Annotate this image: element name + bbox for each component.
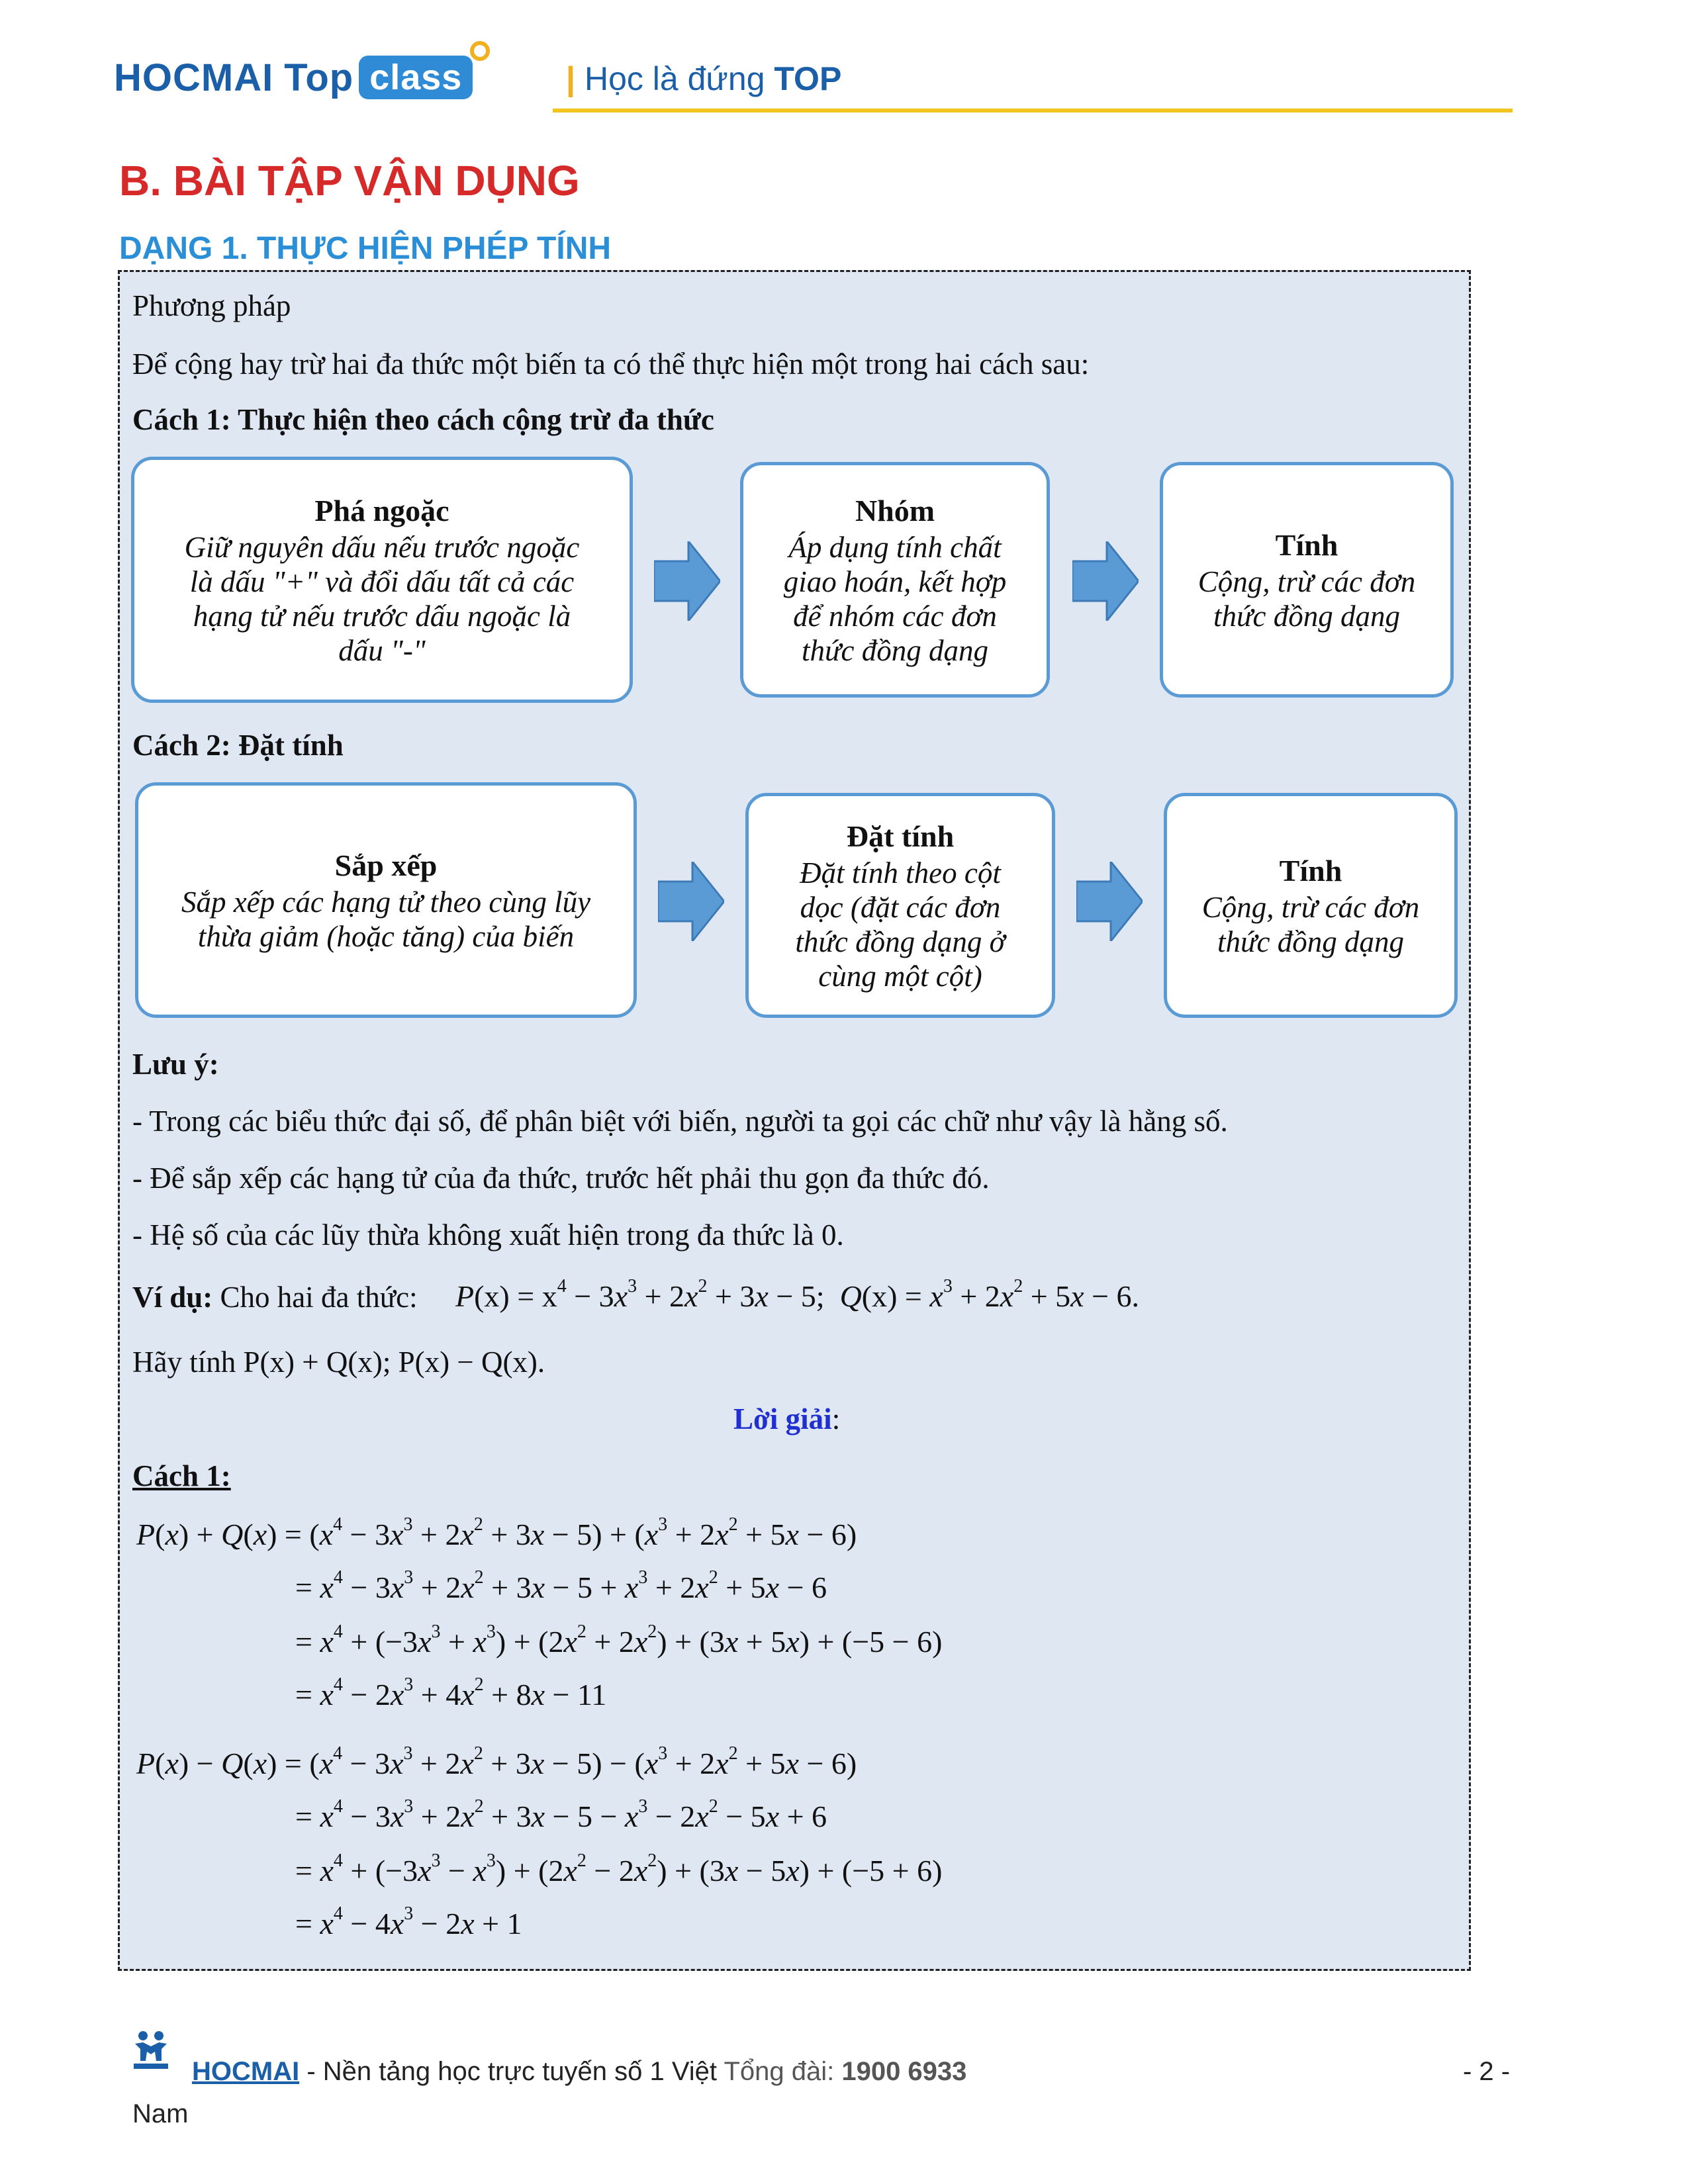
footer-hotline: 1900 6933 (841, 2057, 967, 2086)
subsection-title: DẠNG 1. THỰC HIỆN PHÉP TÍNH (119, 231, 612, 266)
flow-title: Phá ngoặc (314, 494, 449, 527)
footer-text: - Nền tảng học trực tuyến số 1 Việt (299, 2057, 724, 2086)
math-line: $P(x) - Q(x) = (x^4 - 3x^3 + 2x^2 + 3x - 5) - (x^3 + 2x^2 + 5x - 6)$ (136, 1743, 857, 1780)
flow-desc-line: thừa giảm (hoặc tăng) của biến (197, 920, 575, 953)
flow-desc-line: hạng tử nếu trước dấu ngoặc là (193, 600, 571, 633)
solution-label (733, 1400, 840, 1437)
flow-desc-line: là dấu "+" và đổi dấu tất cả các (189, 565, 575, 598)
footer-hotline-label: Tổng đài: (724, 2057, 842, 2086)
flow-title: Tính (1275, 528, 1338, 562)
flow-desc-line: thức đồng dạng (801, 634, 989, 667)
slogan-bold: TOP (774, 60, 842, 97)
flow-desc-line: Cộng, trừ các đơn (1201, 891, 1420, 924)
math-line: = $x^4 - 3x^3 + 2x^2 + 3x - 5 + x^3 + 2x^2 + 5x - 6$ (295, 1567, 827, 1604)
math-line: $P(x) + Q(x) = (x^4 - 3x^3 + 2x^2 + 3x - 5) + (x^3 + 2x^2 + 5x - 6)$ (136, 1514, 857, 1551)
logo-class-text: class (369, 58, 463, 97)
arrow-right-icon (1076, 862, 1143, 941)
way2-title: Cách 2: Đặt tính (132, 729, 344, 762)
logo-class (359, 56, 473, 99)
footer-line (192, 2057, 966, 2087)
flow-box-tinh-2 (1164, 793, 1458, 1018)
footer-brand[interactable]: HOCMAI (192, 2057, 300, 2086)
notes-label: Lưu ý: (132, 1048, 219, 1081)
way1-title: Cách 1: Thực hiện theo cách cộng trừ đa thức (132, 403, 714, 436)
hocmai-topclass-logo (114, 56, 473, 101)
flow-desc-line: để nhóm các đơn (793, 600, 997, 633)
flow-box-dat-tinh (745, 793, 1055, 1018)
note-item: - Để sắp xếp các hạng tử của đa thức, trước hết phải thu gọn đa thức đó. (132, 1161, 990, 1195)
math-line: = $x^4 + (-3x^3 - x^3) + (2x^2 - 2x^2) + (3x - 5x) + (-5 + 6)$ (295, 1850, 943, 1888)
flow-title: Tính (1279, 854, 1342, 887)
header-divider (553, 109, 1513, 113)
flow-title: Đặt tính (846, 819, 955, 853)
method-intro: Để cộng hay trừ hai đa thức một biến ta có thể thực hiện một trong hai cách sau: (132, 347, 1090, 381)
flow-desc-line: thức đồng dạng ở (795, 925, 1006, 958)
solution-colon: : (831, 1402, 841, 1435)
example-task: Hãy tính P(x) + Q(x); P(x) − Q(x). (132, 1345, 545, 1379)
flow-desc-line: dọc (đặt các đơn (800, 891, 1001, 924)
section-title: B. BÀI TẬP VẬN DỤNG (119, 157, 580, 205)
note-item: - Hệ số của các lũy thừa không xuất hiện trong đa thức là 0. (132, 1218, 844, 1251)
flow-desc-line: Cộng, trừ các đơn (1197, 565, 1416, 598)
logo-main: HOCMAI (114, 56, 274, 99)
flow-desc-line: giao hoán, kết hợp (783, 565, 1007, 598)
flow-box-nhom (740, 462, 1050, 698)
flow-desc-line: cùng một cột) (818, 960, 982, 993)
flow-box-tinh (1160, 462, 1454, 698)
flow-title: Nhóm (855, 494, 935, 527)
math-line: = $x^4 - 2x^3 + 4x^2 + 8x - 11$ (295, 1674, 607, 1711)
flow-desc-line: thức đồng dạng (1217, 925, 1405, 958)
method-label: Phương pháp (132, 289, 291, 322)
math-line: = $x^4 - 4x^3 - 2x + 1$ (295, 1903, 522, 1940)
flow-desc-line: Giữ nguyên dấu nếu trước ngoặc (184, 531, 580, 564)
slogan: | Học là đứng TOP (566, 60, 842, 97)
note-item: - Trong các biểu thức đại số, để phân biệt với biến, người ta gọi các chữ như vậy là hằng số. (132, 1105, 1228, 1138)
flow-desc-line: Sắp xếp các hạng tử theo cùng lũy (181, 886, 591, 919)
sun-icon (470, 41, 490, 61)
example-text: Cho hai đa thức: (220, 1281, 418, 1314)
example-polynomials: $P(x) = x^4 - 3x^3 + 2x^2 + 3x - 5$; $Q(x) = x^3 + 2x^2 + 5x - 6$. (455, 1276, 1140, 1313)
arrow-right-icon (1072, 541, 1139, 621)
math-line: = $x^4 - 3x^3 + 2x^2 + 3x - 5 - x^3 - 2x^2 - 5x + 6$ (295, 1796, 827, 1833)
solution-label-text: Lời giải (733, 1402, 832, 1435)
arrow-right-icon (654, 541, 720, 621)
hocmai-people-icon (131, 2029, 171, 2071)
flow-title: Sắp xếp (334, 848, 438, 882)
example-line (132, 1279, 418, 1316)
footer-line2: Nam (132, 2099, 189, 2128)
flow-desc-line: Áp dụng tính chất (788, 531, 1002, 564)
flow-desc-line: dấu "-" (338, 634, 426, 667)
example-label: Ví dụ: (132, 1281, 213, 1314)
arrow-right-icon (658, 862, 724, 941)
way1-solution-label: Cách 1: (132, 1459, 231, 1492)
page-number: - 2 - (1463, 2057, 1511, 2086)
flow-desc-line: thức đồng dạng (1213, 600, 1401, 633)
logo-top: Top (284, 56, 354, 99)
flow-desc-line: Đặt tính theo cột (800, 856, 1001, 889)
flow-box-sap-xep (135, 782, 637, 1018)
slogan-prefix: Học là đứng (585, 60, 765, 97)
flow-box-pha-ngoac (131, 457, 633, 703)
math-line: = $x^4 + (-3x^3 + x^3) + (2x^2 + 2x^2) + (3x + 5x) + (-5 - 6)$ (295, 1621, 943, 1659)
